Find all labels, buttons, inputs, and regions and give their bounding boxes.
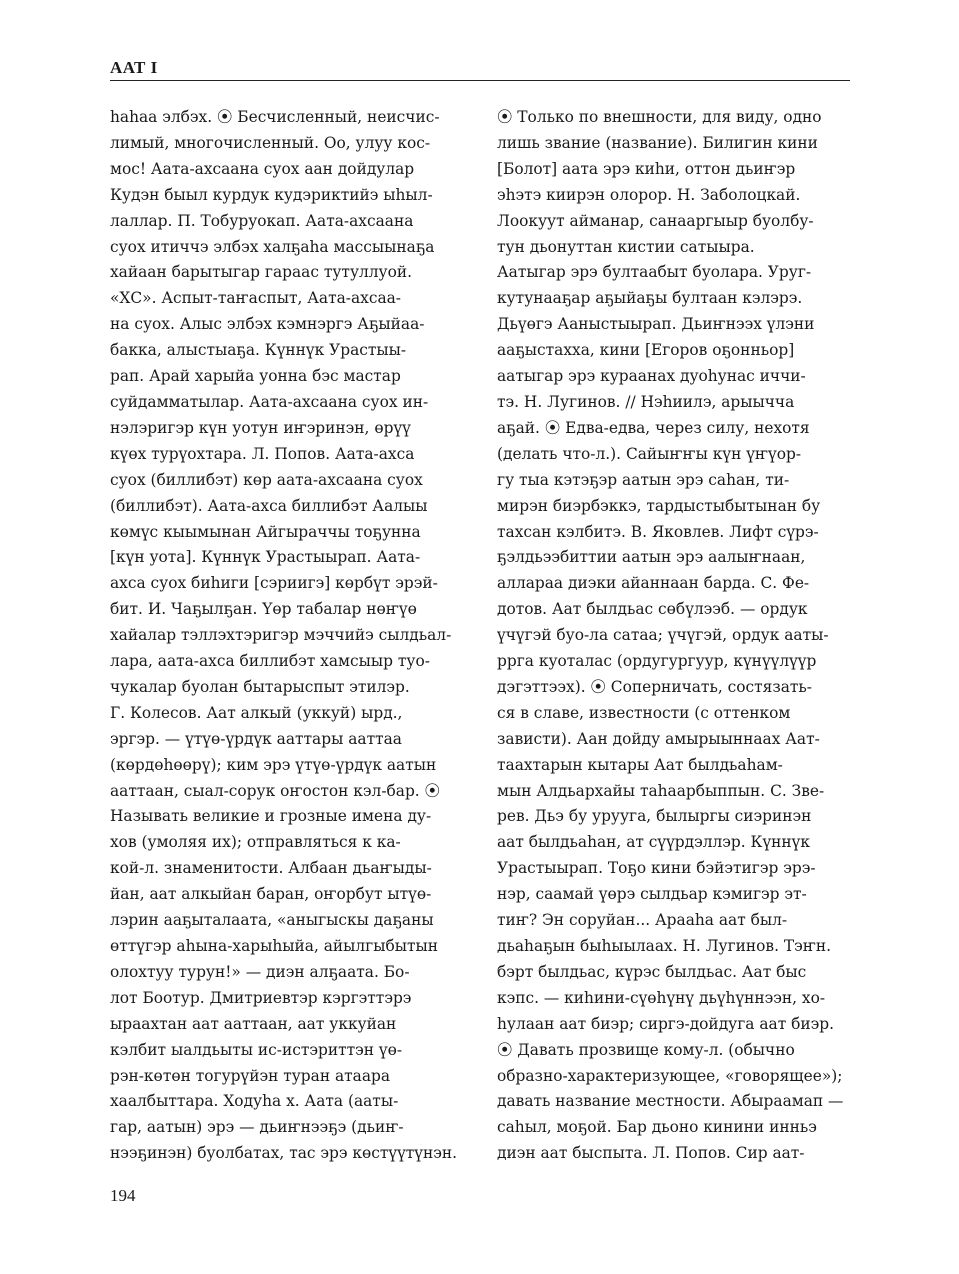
text-line: таахтарын кытары Аат былдьаһам-	[497, 755, 783, 774]
text-line: рев. Дьэ бу урууга, былыргы сиэринэн	[497, 807, 812, 826]
text-line: Аатыгар эрэ бултаабыт буолара. Уруг-	[497, 263, 812, 282]
page-number: 194	[110, 1186, 136, 1205]
text-line: (делать что-л.). Сайыҥҥы күн үҥүор-	[497, 444, 802, 463]
text-line: суох (биллибэт) көр аата-ахсаана суох	[110, 470, 423, 489]
text-line: нээҕинэн) буолбатах, тас эрэ көстүүтүнэн.	[110, 1144, 458, 1163]
text-line: мын Алдьархайы таһаарбыппын. С. Зве-	[497, 781, 825, 800]
text-line: бит. И. Чаҕылҕан. Үөр табалар нөҥүө	[110, 600, 417, 619]
text-line: лот Боотур. Дмитриевтэр кэргэттэрэ	[110, 988, 412, 1007]
text-line: һаһаа элбэх. ⦿ Бесчисленный, неисчис-	[110, 108, 440, 126]
text-line: йан, аат алкыйан баран, оҥорбут ытүө-	[110, 885, 432, 904]
text-line: тун дьонуттан кистии сатыыра.	[497, 237, 755, 256]
text-line: аат былдьаһан, ат сүүрдэллэр. Күннүк	[497, 833, 810, 852]
text-line: на суох. Алыс элбэх кэмнэргэ Аҕыйаа-	[110, 315, 425, 334]
text-line: Называть великие и грозные имена ду-	[110, 807, 432, 826]
text-line: образно-характеризующее, «говорящее»);	[497, 1066, 843, 1085]
text-line: алларaа диэки айаннаан барда. С. Фе-	[497, 574, 810, 593]
text-line: кэпс. — киһини-сүөһүнү дьүһүннээн, хо-	[497, 988, 826, 1007]
text-line: лимый, многочисленный. Оо, улуу кос-	[110, 133, 431, 152]
text-line: кэлбит ыалдьыты ис-истэриттэн үө-	[110, 1040, 403, 1059]
text-line: үчүгэй буо-ла сатаа; үчүгэй, ордук ааты-	[497, 626, 829, 645]
text-line: [күн уота]. Күннүк Урастыырап. Аата-	[110, 548, 421, 567]
text-line: ⦿ Только по внешности, для виду, одно	[497, 108, 822, 126]
text-line: кой-л. знаменитости. Албаан дьаҥыды-	[110, 859, 432, 878]
text-line: «ХС». Аспыт-таҥаспыт, Аата-ахсаа-	[110, 289, 402, 308]
text-line: [Болот] аата эрэ киһи, оттон дьиҥэр	[497, 159, 796, 178]
text-line: хайалар тэллэхтэригэр мэччийэ сылдьал-	[110, 626, 452, 645]
text-line: хов (умоляя их); отправляться к ка-	[110, 833, 401, 852]
text-line: тиҥ? Эн соруйан... Арааһа аат был-	[497, 911, 788, 930]
text-line: гу тыа кэтэҕэр аатын эрэ саһан, ти-	[497, 470, 790, 489]
text-line: эргэр. — үтүө-үрдүк ааттары ааттаа	[110, 729, 402, 748]
text-line: тахсан кэлбитэ. В. Яковлев. Лифт сүрэ-	[497, 522, 819, 541]
text-line: суйдамматылар. Аата-ахсаана суох ин-	[110, 392, 429, 411]
text-line: рап. Арай харыйа уонна бэс мастар	[110, 367, 401, 386]
text-line: һулаан аат биэр; сиргэ-дойдуга аат биэр.	[497, 1014, 835, 1033]
text-line: ахса суох биһиги [сэриигэ] көрбүт эрэй-	[110, 574, 438, 593]
text-line: ааттаан, сыал-сорук оҥостон кэл-бар. ⦿	[110, 781, 440, 800]
text-line: чукалар буолан бытарыспыт этилэр.	[110, 677, 410, 696]
text-line: Г. Колесов. Аат алкый (уккуй) ырд.,	[110, 703, 403, 722]
text-line: бакка, алыстыаҕа. Күннүк Урастыы-	[110, 341, 407, 360]
text-line: Лоокуут айманар, санааргыыр буолбу-	[497, 211, 814, 230]
text-line: мос! Аата-ахсаана суох аан дойдулар	[110, 159, 415, 178]
header-rule	[110, 80, 850, 81]
text-line: диэн аат быспыта. Л. Попов. Сир аат-	[497, 1144, 805, 1163]
right-column	[497, 105, 851, 1167]
text-line: дотов. Аат былдьас сөбүлээб. — ордук	[497, 600, 808, 619]
text-line: хайаан барытыгар гараас тутуллуой.	[110, 263, 413, 282]
text-line: ся в славе, известности (с оттенком	[497, 703, 791, 722]
text-line: кутунааҕар аҕыйаҕы бултаан кэлэрэ.	[497, 289, 803, 308]
text-line: давать название местности. Абыраамап —	[497, 1092, 844, 1111]
text-line: ааҕыстахха, кини [Егоров оҕонньор]	[497, 341, 795, 360]
text-line: ррга куоталас (ордугургуур, күнүүлүүр	[497, 652, 817, 671]
text-line: бэрт былдьас, күрэс былдьас. Аат быс	[497, 962, 807, 981]
text-line: аатыгар эрэ кураанах дуоһунас иччи-	[497, 367, 806, 386]
text-line: зависти). Аан дойду амырыыннаах Аат-	[497, 729, 820, 748]
text-line: саһыл, моҕой. Бар дьоно кинини инньэ	[497, 1118, 817, 1137]
text-line: күөх турүохтара. Л. Попов. Аата-ахса	[110, 444, 415, 463]
text-line: хаалбыттара. Ходуһа х. Аата (ааты-	[110, 1092, 399, 1111]
text-line: тэ. Н. Лугинов. // Нэһиилэ, арыычча	[497, 392, 795, 411]
text-line: лэрин ааҕыталаата, «аныгыскы даҕаны	[110, 911, 434, 930]
text-line: суох итиччэ элбэх халҕаһа массыынаҕа	[110, 237, 435, 256]
text-line: лара, аата-ахса биллибэт хамсыыр туо-	[110, 652, 430, 671]
text-line: лаллар. П. Тобуруокап. Аата-ахсаана	[110, 211, 414, 230]
text-line: ҕэлдьээбиттии аатын эрэ аалыҥнаан,	[497, 548, 806, 567]
text-line: гар, аатын) эрэ — дьиҥнээҕэ (дьиҥ-	[110, 1118, 404, 1137]
text-line: олохтуу турун!» — диэн алҕаата. Бо-	[110, 962, 410, 981]
text-line: өттүгэр аһына-харыһыйа, айылгыбытын	[110, 937, 439, 955]
text-line: (көрдөһөөрү); ким эрэ үтүө-үрдүк аатын	[110, 755, 437, 774]
text-line: рэн-көтөн тогурүйэн туран атаара	[110, 1066, 391, 1085]
running-head: ААТ I	[110, 58, 158, 77]
text-line: аҕай. ⦿ Едва-едва, через силу, нехотя	[497, 418, 810, 437]
text-line: (биллибэт). Аата-ахса биллибэт Аалыы	[110, 496, 428, 515]
text-line: Дьүөгэ Ааныстыырап. Дьиҥнээх үлэни	[497, 315, 815, 334]
text-line: дэгэттээх). ⦿ Соперничать, состязать-	[497, 677, 812, 696]
text-line: Кудэн быыл курдук кудэриктийэ ыһыл-	[110, 185, 433, 204]
text-line: нэр, саамай үөрэ сылдьар кэмигэр эт-	[497, 885, 807, 904]
text-line: Урастыырап. Тоҕо кини бэйэтигэр эрэ-	[497, 859, 816, 878]
text-line: мирэн биэрбэккэ, тардыстыбытынан бу	[497, 496, 821, 515]
text-line: нэлэригэр күн уотун иҥэринэн, өрүү	[110, 418, 411, 437]
text-line: эһэтэ киирэн олорор. Н. Заболоцкай.	[497, 185, 801, 204]
left-column	[110, 105, 464, 1167]
text-line: лишь звание (название). Билигин кини	[497, 133, 818, 152]
text-line: ыраахтан аат ааттаан, аат уккуйан	[110, 1014, 397, 1033]
text-line: ⦿ Давать прозвище кому-л. (обычно	[497, 1040, 795, 1059]
text-line: көмүс кыымынан Айгыраччы тоҕунна	[110, 522, 421, 541]
text-line: дьаһаҕын быһыылаах. Н. Лугинов. Тэҥн.	[497, 937, 832, 955]
